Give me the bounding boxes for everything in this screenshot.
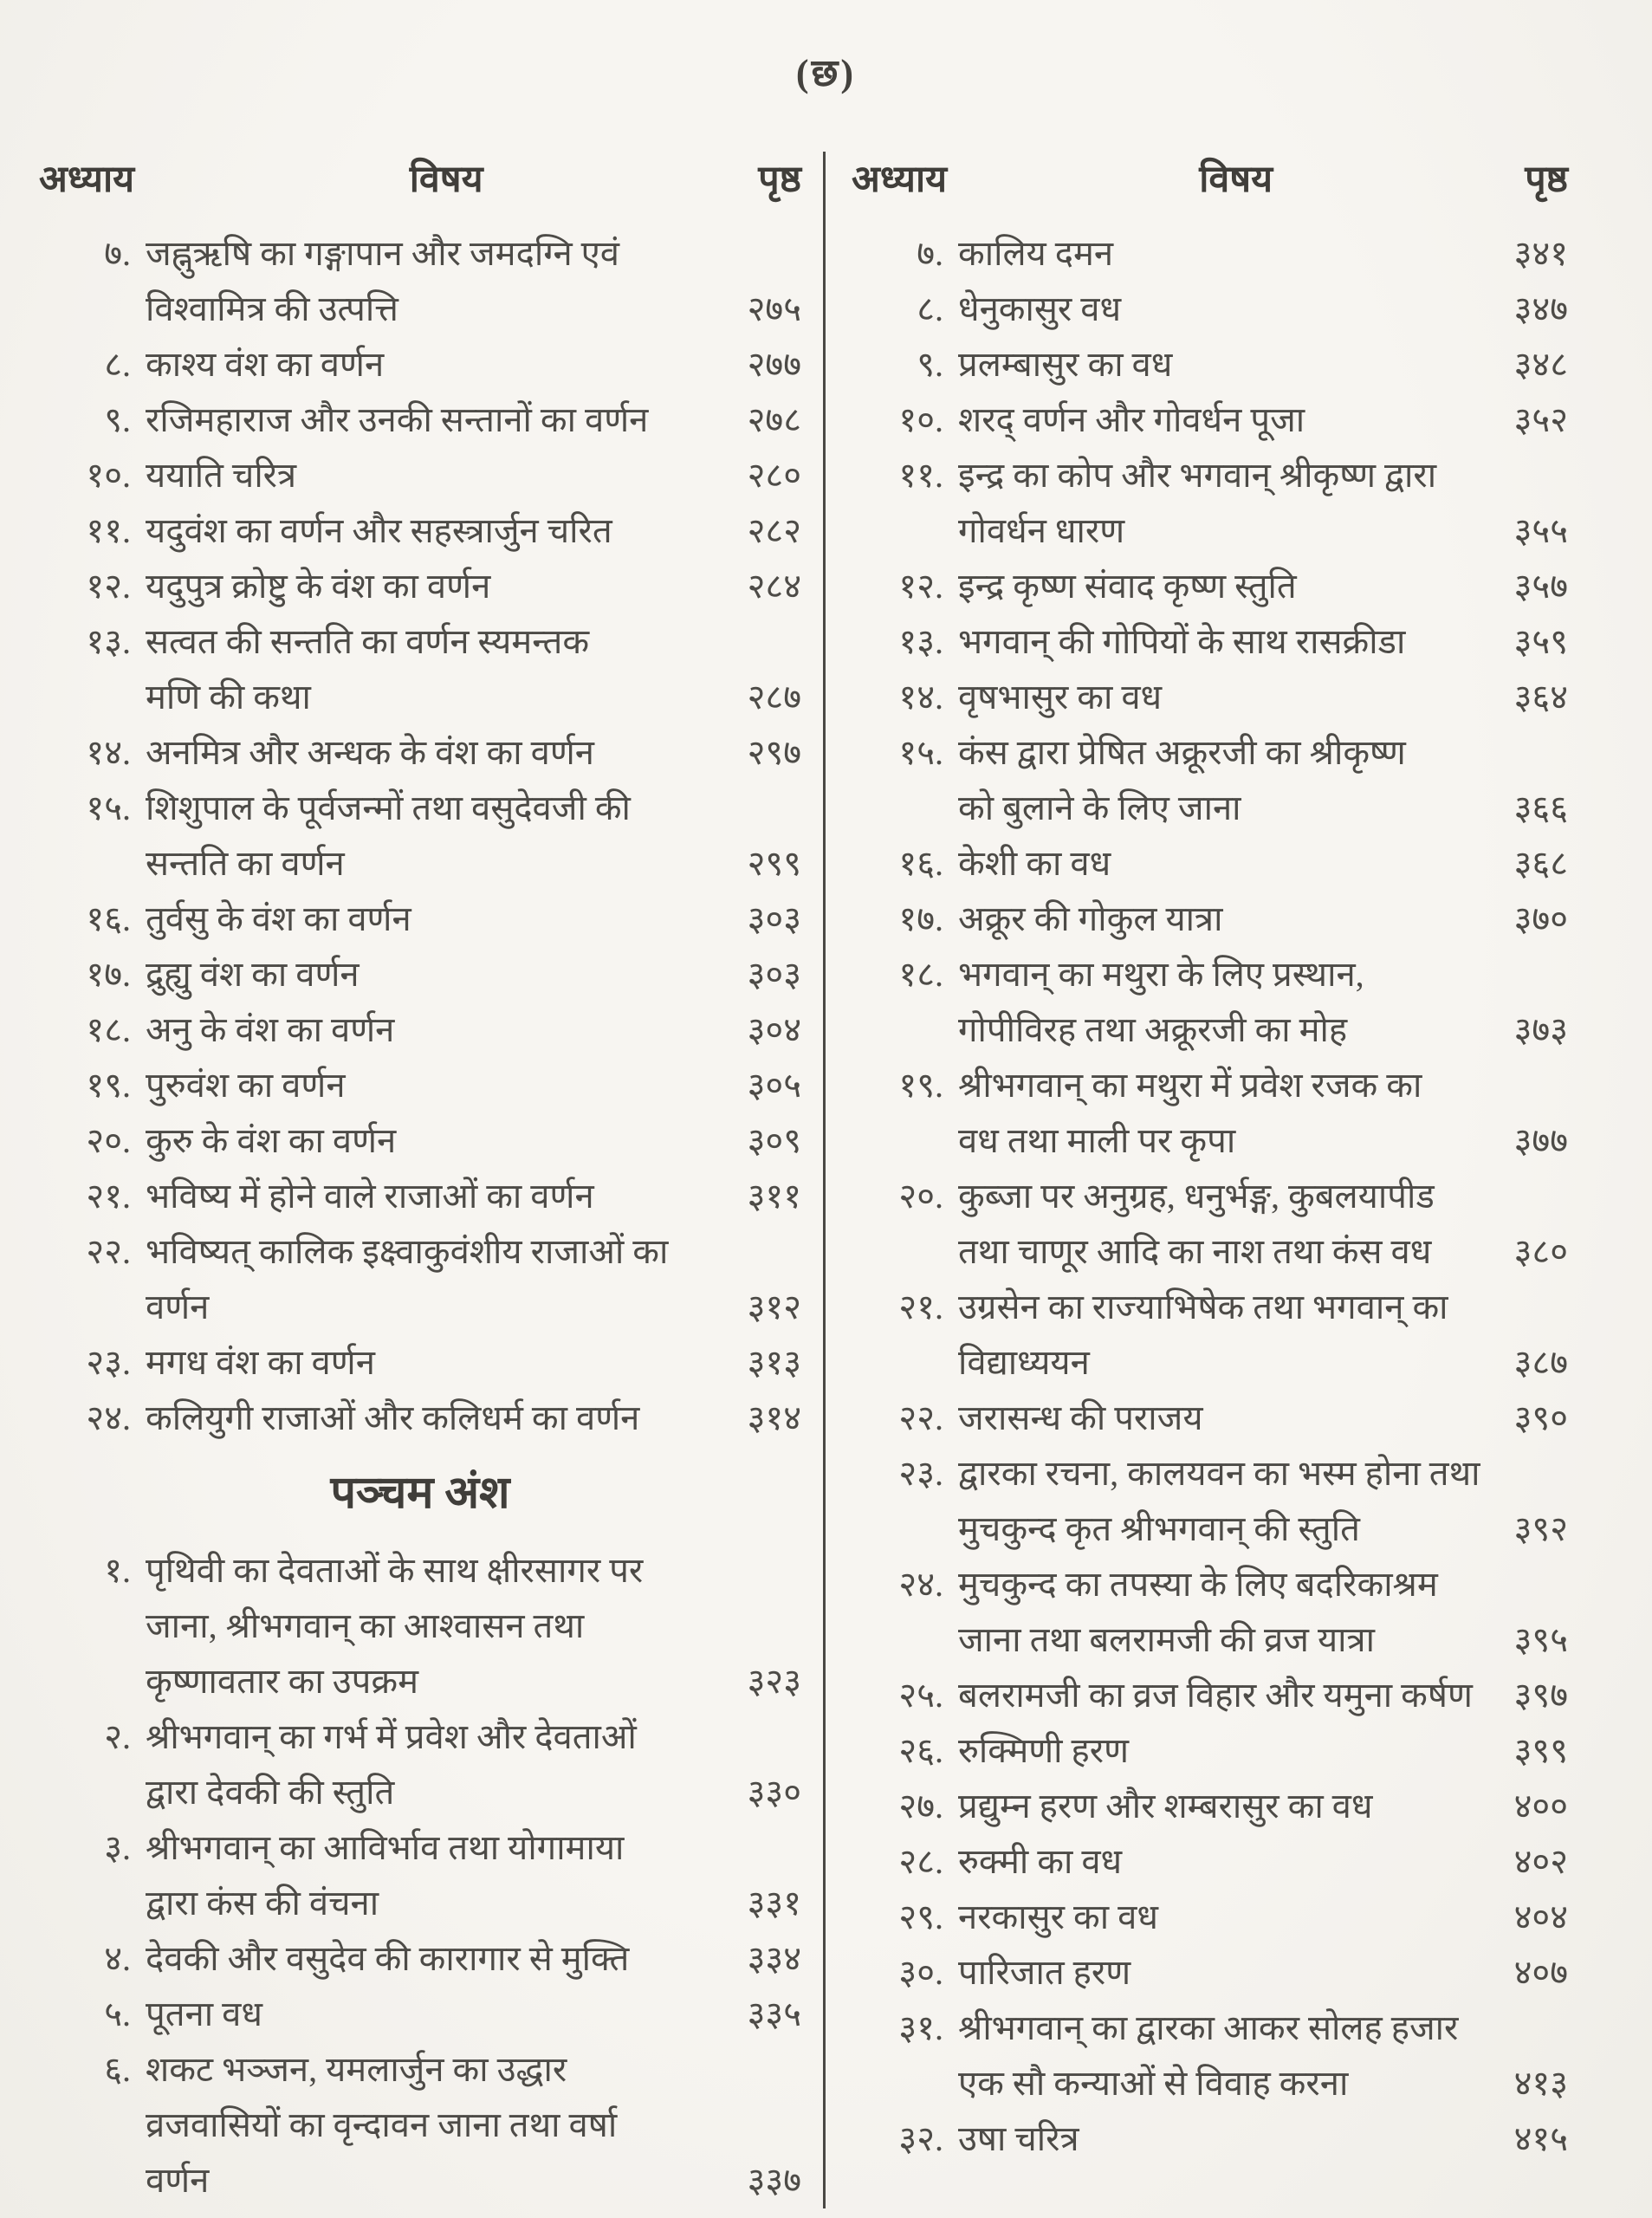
entry-line: श्रीभगवान् का द्वारका आकर सोलह हजार xyxy=(958,2008,1459,2047)
entry-line: काश्य वंश का वर्णन xyxy=(146,345,385,384)
entry-title xyxy=(943,836,1492,892)
entry-line: इन्द्र का कोप और भगवान् श्रीकृष्ण द्वारा xyxy=(958,456,1437,495)
toc-entry xyxy=(39,781,801,892)
entry-title xyxy=(131,448,725,503)
entry-line: कुरु के वंश का वर्णन xyxy=(146,1121,397,1160)
toc-entry xyxy=(39,226,801,337)
entry-title xyxy=(943,1169,1492,1280)
page-number: ३०३ xyxy=(747,899,801,938)
chapter-number: २८. xyxy=(898,1842,943,1881)
entry-line: बलरामजी का व्रज विहार और यमुना कर्षण xyxy=(958,1676,1473,1715)
page-number: ३३७ xyxy=(747,2161,801,2200)
chapter-number: ११. xyxy=(86,511,131,550)
entry-line: शिशुपाल के पूर्वजन्मों तथा वसुदेवजी की xyxy=(146,788,631,827)
entry-line: प्रद्युम्न हरण और शम्बरासुर का वध xyxy=(958,1787,1373,1826)
toc-entry xyxy=(852,892,1568,947)
chapter-column-header: अध्याय xyxy=(852,159,948,200)
entry-line: पृथिवी का देवताओं के साथ क्षीरसागर पर xyxy=(146,1551,644,1590)
chapter-number: २२. xyxy=(898,1398,943,1437)
toc-entry xyxy=(852,1890,1568,1945)
entry-line: भविष्यत् कालिक इक्ष्वाकुवंशीय राजाओं का xyxy=(146,1232,669,1271)
toc-entry xyxy=(852,1391,1568,1446)
entry-title xyxy=(131,392,725,448)
entry-line: उग्रसेन का राज्याभिषेक तथा भगवान् का xyxy=(958,1287,1448,1326)
toc-entry xyxy=(39,337,801,392)
entry-line: कंस द्वारा प्रेषित अक्रूरजी का श्रीकृष्ण xyxy=(958,733,1406,772)
entry-line: जाना तथा बलरामजी की व्रज यात्रा xyxy=(958,1620,1375,1659)
chapter-number: २७. xyxy=(898,1787,943,1826)
entry-line: विश्वामित्र की उत्पत्ति xyxy=(146,289,398,328)
entry-title xyxy=(943,1058,1492,1169)
chapter-number: १८. xyxy=(86,1010,131,1049)
entry-line: पूतना वध xyxy=(146,1994,262,2033)
chapter-number: ४. xyxy=(104,1939,131,1978)
chapter-number: २४. xyxy=(86,1398,131,1437)
entry-line: मुचकुन्द का तपस्या के लिए बदरिकाश्रम xyxy=(958,1565,1438,1604)
page-number: ३३५ xyxy=(747,1994,801,2033)
toc-entry xyxy=(39,1709,801,1820)
page-number: २८४ xyxy=(747,567,801,606)
entry-title xyxy=(131,1820,725,1931)
entry-line: गोवर्धन धारण xyxy=(958,511,1125,550)
toc-entry xyxy=(39,392,801,448)
entry-title xyxy=(943,2111,1492,2167)
toc-columns xyxy=(39,152,1616,2208)
entry-title xyxy=(131,559,725,614)
entry-line: जाना, श्रीभगवान् का आश्वासन तथा xyxy=(146,1606,585,1645)
entry-title xyxy=(943,1945,1492,2001)
entry-title xyxy=(131,1113,725,1169)
page-number: ३६६ xyxy=(1513,788,1568,827)
entry-title xyxy=(943,448,1492,559)
page-number: ३९९ xyxy=(1513,1731,1568,1770)
page-number: ३३० xyxy=(747,1773,801,1812)
entry-line: को बुलाने के लिए जाना xyxy=(958,788,1241,827)
entry-title xyxy=(943,1668,1492,1723)
entry-line: कृष्णावतार का उपक्रम xyxy=(146,1662,418,1701)
entry-line: वृषभासुर का वध xyxy=(958,678,1163,717)
entry-line: देवकी और वसुदेव की कारागार से मुक्ति xyxy=(146,1939,630,1978)
entry-line: श्रीभगवान् का मथुरा में प्रवेश रजक का xyxy=(958,1066,1422,1105)
toc-entry xyxy=(852,226,1568,282)
entry-line: इन्द्र कृष्ण संवाद कृष्ण स्तुति xyxy=(958,567,1297,606)
toc-entry xyxy=(39,947,801,1002)
toc-entry xyxy=(852,1779,1568,1834)
page-number: ३७७ xyxy=(1513,1121,1568,1160)
toc-entry xyxy=(852,614,1568,670)
entry-line: उषा चरित्र xyxy=(958,2119,1079,2158)
page-number: ३७३ xyxy=(1513,1010,1568,1049)
chapter-number: २२. xyxy=(86,1232,131,1271)
entry-title xyxy=(131,1058,725,1113)
toc-entry xyxy=(39,1335,801,1391)
entry-line: पुरुवंश का वर्णन xyxy=(146,1066,346,1105)
chapter-number: १८. xyxy=(898,955,943,994)
chapter-number: ५. xyxy=(104,1994,131,2033)
toc-entry xyxy=(852,1834,1568,1890)
entry-line: मणि की कथा xyxy=(146,678,311,717)
entry-title xyxy=(131,1543,725,1709)
entry-line: मुचकुन्द कृत श्रीभगवान् की स्तुति xyxy=(958,1509,1360,1548)
entry-line: कुब्जा पर अनुग्रह, धनुर्भङ्ग, कुबलयापीड xyxy=(958,1177,1435,1216)
toc-column-left xyxy=(39,152,826,2208)
toc-entry xyxy=(39,1224,801,1335)
toc-sections xyxy=(852,226,1568,2167)
entry-line: शकट भञ्जन, यमलार्जुन का उद्धार xyxy=(146,2050,567,2089)
entry-title xyxy=(943,226,1492,282)
toc-entry xyxy=(852,1668,1568,1723)
entry-line: श्रीभगवान् का गर्भ में प्रवेश और देवताओं xyxy=(146,1717,637,1756)
entry-line: वध तथा माली पर कृपा xyxy=(958,1121,1236,1160)
page-number: २७५ xyxy=(747,289,801,328)
page-marker: (छ) xyxy=(795,52,857,94)
page-number: ३९५ xyxy=(1513,1620,1568,1659)
page-number: ३४८ xyxy=(1513,345,1568,384)
entry-title xyxy=(943,1834,1492,1890)
page-number: २८७ xyxy=(747,678,801,717)
entry-title xyxy=(943,392,1492,448)
page-number: ३०५ xyxy=(747,1066,801,1105)
toc-entry xyxy=(39,1113,801,1169)
toc-entry xyxy=(39,725,801,781)
toc-entry xyxy=(852,1945,1568,2001)
toc-entry xyxy=(39,2042,801,2208)
entry-line: कलियुगी राजाओं और कलिधर्म का वर्णन xyxy=(146,1398,640,1437)
entry-title xyxy=(943,559,1492,614)
page-number: ३५२ xyxy=(1513,400,1568,439)
entry-title xyxy=(943,614,1492,670)
toc-entry xyxy=(852,448,1568,559)
chapter-number: ६. xyxy=(104,2050,131,2089)
entry-line: भगवान् का मथुरा के लिए प्रस्थान, xyxy=(958,955,1364,994)
chapter-number: २. xyxy=(104,1717,131,1756)
entry-line: ययाति चरित्र xyxy=(146,456,297,495)
entry-line: भगवान् की गोपियों के साथ रासक्रीडा xyxy=(958,622,1406,661)
entry-title xyxy=(943,725,1492,836)
entry-title xyxy=(943,1890,1492,1945)
page-number: ३९० xyxy=(1513,1398,1568,1437)
chapter-number: १२. xyxy=(898,567,943,606)
entry-title xyxy=(131,892,725,947)
chapter-number: ७. xyxy=(104,234,131,273)
toc-entry xyxy=(39,448,801,503)
toc-entry xyxy=(39,1058,801,1113)
toc-entry xyxy=(39,1169,801,1224)
entry-line: केशी का वध xyxy=(958,844,1111,883)
chapter-number: १६. xyxy=(86,899,131,938)
toc-entry xyxy=(852,670,1568,725)
toc-entry xyxy=(852,337,1568,392)
chapter-number: ९. xyxy=(917,345,943,384)
entry-line: द्रुह्यु वंश का वर्णन xyxy=(146,955,360,994)
entry-title xyxy=(131,947,725,1002)
entry-title xyxy=(131,614,725,725)
toc-entry xyxy=(39,614,801,725)
entry-line: रुक्मिणी हरण xyxy=(958,1731,1130,1770)
entry-line: जरासन्ध की पराजय xyxy=(958,1398,1203,1437)
entry-line: यदुवंश का वर्णन और सहस्त्रार्जुन चरित xyxy=(146,511,612,550)
entry-title xyxy=(131,1709,725,1820)
toc-entry xyxy=(852,1058,1568,1169)
page-number: ३९२ xyxy=(1513,1509,1568,1548)
toc-entry xyxy=(39,1820,801,1931)
entry-line: मगध वंश का वर्णन xyxy=(146,1343,375,1382)
page-number: २७८ xyxy=(747,400,801,439)
entry-title xyxy=(131,1931,725,1987)
page-column-header: पृष्ठ xyxy=(1525,159,1568,200)
page-number: २७७ xyxy=(747,345,801,384)
chapter-number: ७. xyxy=(917,234,943,273)
chapter-number: १५. xyxy=(898,733,943,772)
toc-entry xyxy=(39,559,801,614)
entry-title xyxy=(943,282,1492,337)
toc-header xyxy=(852,152,1568,209)
entry-line: सत्वत की सन्तति का वर्णन स्यमन्तक xyxy=(146,622,590,661)
page-number: ३४७ xyxy=(1513,289,1568,328)
entry-line: यदुपुत्र क्रोष्टु के वंश का वर्णन xyxy=(146,567,491,606)
page-number: ३५५ xyxy=(1513,511,1568,550)
entry-title xyxy=(131,1335,725,1391)
toc-entry xyxy=(852,1446,1568,1557)
page-number: २९७ xyxy=(747,733,801,772)
page-number: २८० xyxy=(747,456,801,495)
entry-title xyxy=(131,725,725,781)
chapter-number: ९. xyxy=(104,400,131,439)
chapter-number: ३. xyxy=(104,1828,131,1867)
toc-entry xyxy=(852,836,1568,892)
page-number: ३१२ xyxy=(747,1287,801,1326)
page-number: ३९७ xyxy=(1513,1676,1568,1715)
chapter-number: १७. xyxy=(86,955,131,994)
page-number: ३०९ xyxy=(747,1121,801,1160)
entry-line: द्वारा कंस की वंचना xyxy=(146,1884,379,1923)
toc-entry xyxy=(39,1002,801,1058)
chapter-number: २१. xyxy=(86,1177,131,1216)
entry-title xyxy=(943,1779,1492,1834)
chapter-number: १४. xyxy=(86,733,131,772)
entry-title xyxy=(943,892,1492,947)
entry-title xyxy=(131,337,725,392)
toc-entry xyxy=(852,559,1568,614)
toc-entry xyxy=(39,892,801,947)
page-number: ३०३ xyxy=(747,955,801,994)
chapter-number: २६. xyxy=(898,1731,943,1770)
page-number: ३५९ xyxy=(1513,622,1568,661)
entry-line: शरद् वर्णन और गोवर्धन पूजा xyxy=(958,400,1305,439)
chapter-number: ३२. xyxy=(898,2119,943,2158)
page-number: ३४१ xyxy=(1513,234,1568,273)
entry-title xyxy=(943,2001,1492,2111)
chapter-number: १५. xyxy=(86,788,131,827)
chapter-number: १२. xyxy=(86,567,131,606)
entry-title xyxy=(943,1446,1492,1557)
chapter-number: १७. xyxy=(898,899,943,938)
page-number: ३६४ xyxy=(1513,678,1568,717)
chapter-number: २३. xyxy=(898,1454,943,1493)
entry-title xyxy=(943,1723,1492,1779)
entry-title xyxy=(943,670,1492,725)
chapter-number: १९. xyxy=(86,1066,131,1105)
entry-line: पारिजात हरण xyxy=(958,1953,1131,1992)
page-column-header: पृष्ठ xyxy=(758,159,801,200)
toc-entry xyxy=(39,503,801,559)
entry-title xyxy=(131,1987,725,2042)
toc-entry xyxy=(852,282,1568,337)
chapter-number: ११. xyxy=(898,456,943,495)
chapter-number: ३०. xyxy=(898,1953,943,1992)
entry-title xyxy=(943,1391,1492,1446)
page-number: ३२३ xyxy=(747,1662,801,1701)
page-number: ३११ xyxy=(747,1177,801,1216)
entry-title xyxy=(131,503,725,559)
chapter-number: १. xyxy=(104,1551,131,1590)
page-number: ३१४ xyxy=(747,1398,801,1437)
entry-line: नरकासुर का वध xyxy=(958,1897,1158,1936)
page-number: ४१५ xyxy=(1513,2119,1568,2158)
entry-title xyxy=(943,337,1492,392)
chapter-number: ८. xyxy=(917,289,943,328)
page-number: ३५७ xyxy=(1513,567,1568,606)
entry-line: अनु के वंश का वर्णन xyxy=(146,1010,395,1049)
entry-title xyxy=(131,1391,725,1446)
entry-line: विद्याध्ययन xyxy=(958,1343,1090,1382)
chapter-number: २५. xyxy=(898,1676,943,1715)
toc-entry xyxy=(852,2001,1568,2111)
chapter-number: १०. xyxy=(86,456,131,495)
entry-title xyxy=(131,226,725,337)
subject-column-header: विषय xyxy=(1199,159,1273,200)
entry-title xyxy=(131,1002,725,1058)
toc-entry xyxy=(852,2111,1568,2167)
entry-title xyxy=(943,947,1492,1058)
entry-line: अनमित्र और अन्धक के वंश का वर्णन xyxy=(146,733,594,772)
page-number: ३३४ xyxy=(747,1939,801,1978)
entry-line: रजिमहाराज और उनकी सन्तानों का वर्णन xyxy=(146,400,649,439)
page-number: ४०२ xyxy=(1513,1842,1568,1881)
toc-header xyxy=(39,152,801,209)
page-number: ४१३ xyxy=(1513,2064,1568,2103)
entry-line: जह्नुऋषि का गङ्गापान और जमदग्नि एवं xyxy=(146,234,619,273)
page-number: ३८७ xyxy=(1513,1343,1568,1382)
entry-title xyxy=(943,1280,1492,1391)
page-number: ३०४ xyxy=(747,1010,801,1049)
chapter-number: ३१. xyxy=(898,2008,943,2047)
toc-entry xyxy=(852,947,1568,1058)
chapter-number: २४. xyxy=(898,1565,943,1604)
chapter-number: १३. xyxy=(86,622,131,661)
chapter-number: १६. xyxy=(898,844,943,883)
entry-title xyxy=(131,1169,725,1224)
entry-line: तथा चाणूर आदि का नाश तथा कंस वध xyxy=(958,1232,1432,1271)
entry-line: द्वारका रचना, कालयवन का भस्म होना तथा xyxy=(958,1454,1480,1493)
toc-entry xyxy=(852,725,1568,836)
entry-line: वर्णन xyxy=(146,1287,210,1326)
toc-entry xyxy=(852,1280,1568,1391)
entry-line: एक सौ कन्याओं से विवाह करना xyxy=(958,2064,1349,2103)
page-number: ४०४ xyxy=(1513,1897,1568,1936)
chapter-number: २०. xyxy=(898,1177,943,1216)
entry-line: प्रलम्बासुर का वध xyxy=(958,345,1173,384)
chapter-column-header: अध्याय xyxy=(39,159,135,200)
page-number: २८२ xyxy=(747,511,801,550)
entry-line: श्रीभगवान् का आविर्भाव तथा योगामाया xyxy=(146,1828,625,1867)
chapter-number: २९. xyxy=(898,1897,943,1936)
entry-line: द्वारा देवकी की स्तुति xyxy=(146,1773,395,1812)
chapter-number: २०. xyxy=(86,1121,131,1160)
page-number: ४०० xyxy=(1513,1787,1568,1826)
page-number: ४०७ xyxy=(1513,1953,1568,1992)
chapter-number: १०. xyxy=(898,400,943,439)
page-number: ३७० xyxy=(1513,899,1568,938)
entry-line: व्रजवासियों का वृन्दावन जाना तथा वर्षा xyxy=(146,2105,618,2144)
toc-entry xyxy=(852,1169,1568,1280)
entry-line: वर्णन xyxy=(146,2161,210,2200)
entry-title xyxy=(131,1224,725,1335)
toc-sections xyxy=(39,226,801,2208)
chapter-number: २३. xyxy=(86,1343,131,1382)
chapter-number: ८. xyxy=(104,345,131,384)
entry-title xyxy=(131,2042,725,2208)
section-heading: पञ्चम अंश xyxy=(330,1469,510,1518)
entry-line: अक्रूर की गोकुल यात्रा xyxy=(958,899,1223,938)
entry-line: रुक्मी का वध xyxy=(958,1842,1123,1881)
entry-line: गोपीविरह तथा अक्रूरजी का मोह xyxy=(958,1010,1348,1049)
page-number: ३१३ xyxy=(747,1343,801,1382)
entry-line: सन्तति का वर्णन xyxy=(146,844,345,883)
chapter-number: १४. xyxy=(898,678,943,717)
toc-entry xyxy=(852,1723,1568,1779)
toc-entry xyxy=(39,1391,801,1446)
toc-entry xyxy=(39,1543,801,1709)
toc-entry xyxy=(39,1931,801,1987)
chapter-number: १३. xyxy=(898,622,943,661)
entry-title xyxy=(943,1557,1492,1668)
toc-column-right xyxy=(826,152,1616,2208)
entry-line: तुर्वसु के वंश का वर्णन xyxy=(146,899,411,938)
toc-entry xyxy=(39,1987,801,2042)
chapter-number: १९. xyxy=(898,1066,943,1105)
page-number: ३८० xyxy=(1513,1232,1568,1271)
toc-entry xyxy=(852,1557,1568,1668)
chapter-number: २१. xyxy=(898,1287,943,1326)
page-number: २९९ xyxy=(747,844,801,883)
entry-line: कालिय दमन xyxy=(958,234,1114,273)
page-number: ३३१ xyxy=(747,1884,801,1923)
entry-title xyxy=(131,781,725,892)
subject-column-header: विषय xyxy=(409,159,483,200)
entry-line: भविष्य में होने वाले राजाओं का वर्णन xyxy=(146,1177,594,1216)
page-number: ३६८ xyxy=(1513,844,1568,883)
entry-line: धेनुकासुर वध xyxy=(958,289,1122,328)
toc-entry xyxy=(852,392,1568,448)
